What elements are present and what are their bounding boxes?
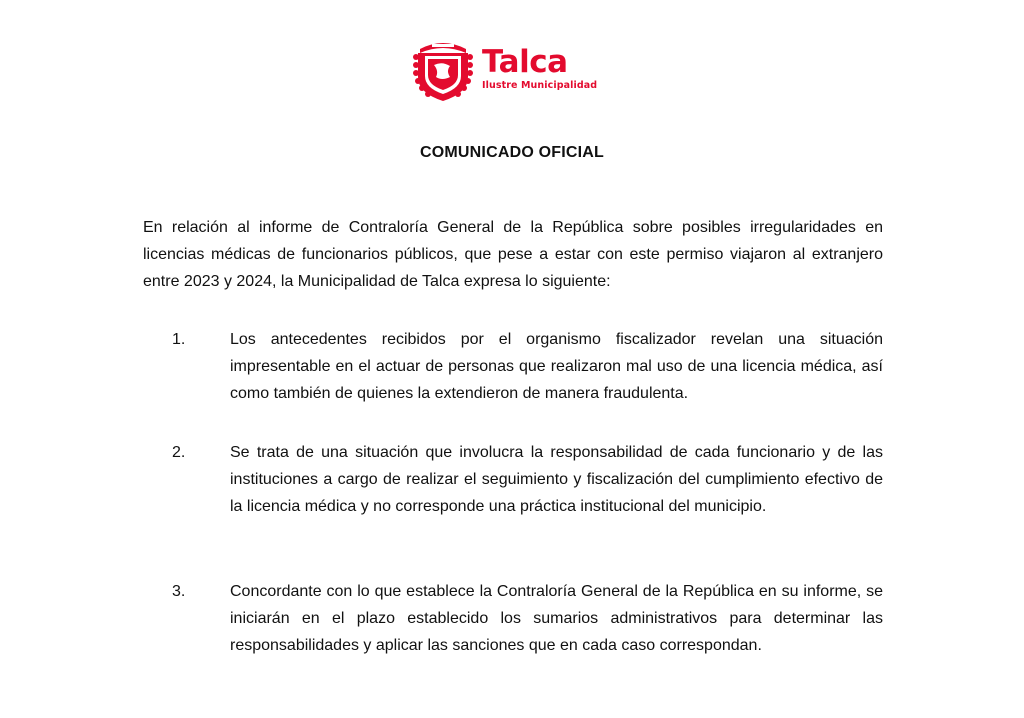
list-item-number: 1. <box>172 331 186 348</box>
list-item-text: Los antecedentes recibidos por el organismo fiscalizador revelan una situación impresentable en el actuar de personas que realizaron mal uso de una licencia médica, así como también de quienes la extendieron de manera fraudulenta. <box>230 331 883 402</box>
logo-subtitle: Ilustre Municipalidad <box>482 80 598 92</box>
list-item <box>172 578 883 659</box>
logo-name: Talca <box>482 44 568 81</box>
document-title: COMUNICADO OFICIAL <box>419 144 605 161</box>
list-item-text: Se trata de una situación que involucra la responsabilidad de cada funcionario y de las instituciones a cargo de realizar el seguimiento y fiscalización del cumplimiento efectivo de la licencia médica y no corresponde una práctica institucional del municipio. <box>230 444 883 515</box>
list-item-number: 2. <box>172 444 186 461</box>
municipal-crest-icon <box>412 35 474 103</box>
municipality-logo <box>412 34 612 104</box>
list-item-text: Concordante con lo que establece la Contraloría General de la República en su informe, se iniciarán en el plazo establecido los sumarios administrativos para determinar las responsabilidades y aplicar las sanciones que en cada caso correspondan. <box>230 583 883 654</box>
list-item-number: 3. <box>172 583 186 600</box>
intro-paragraph: En relación al informe de Contraloría General de la República sobre posibles irregularidades en licencias médicas de funcionarios públicos, que pese a estar con este permiso viajaron al extranjero entre 2023 y 2024, la Municipalidad de Talca expresa lo siguiente: <box>143 219 883 290</box>
list-item <box>172 326 883 407</box>
list-item <box>172 439 883 520</box>
